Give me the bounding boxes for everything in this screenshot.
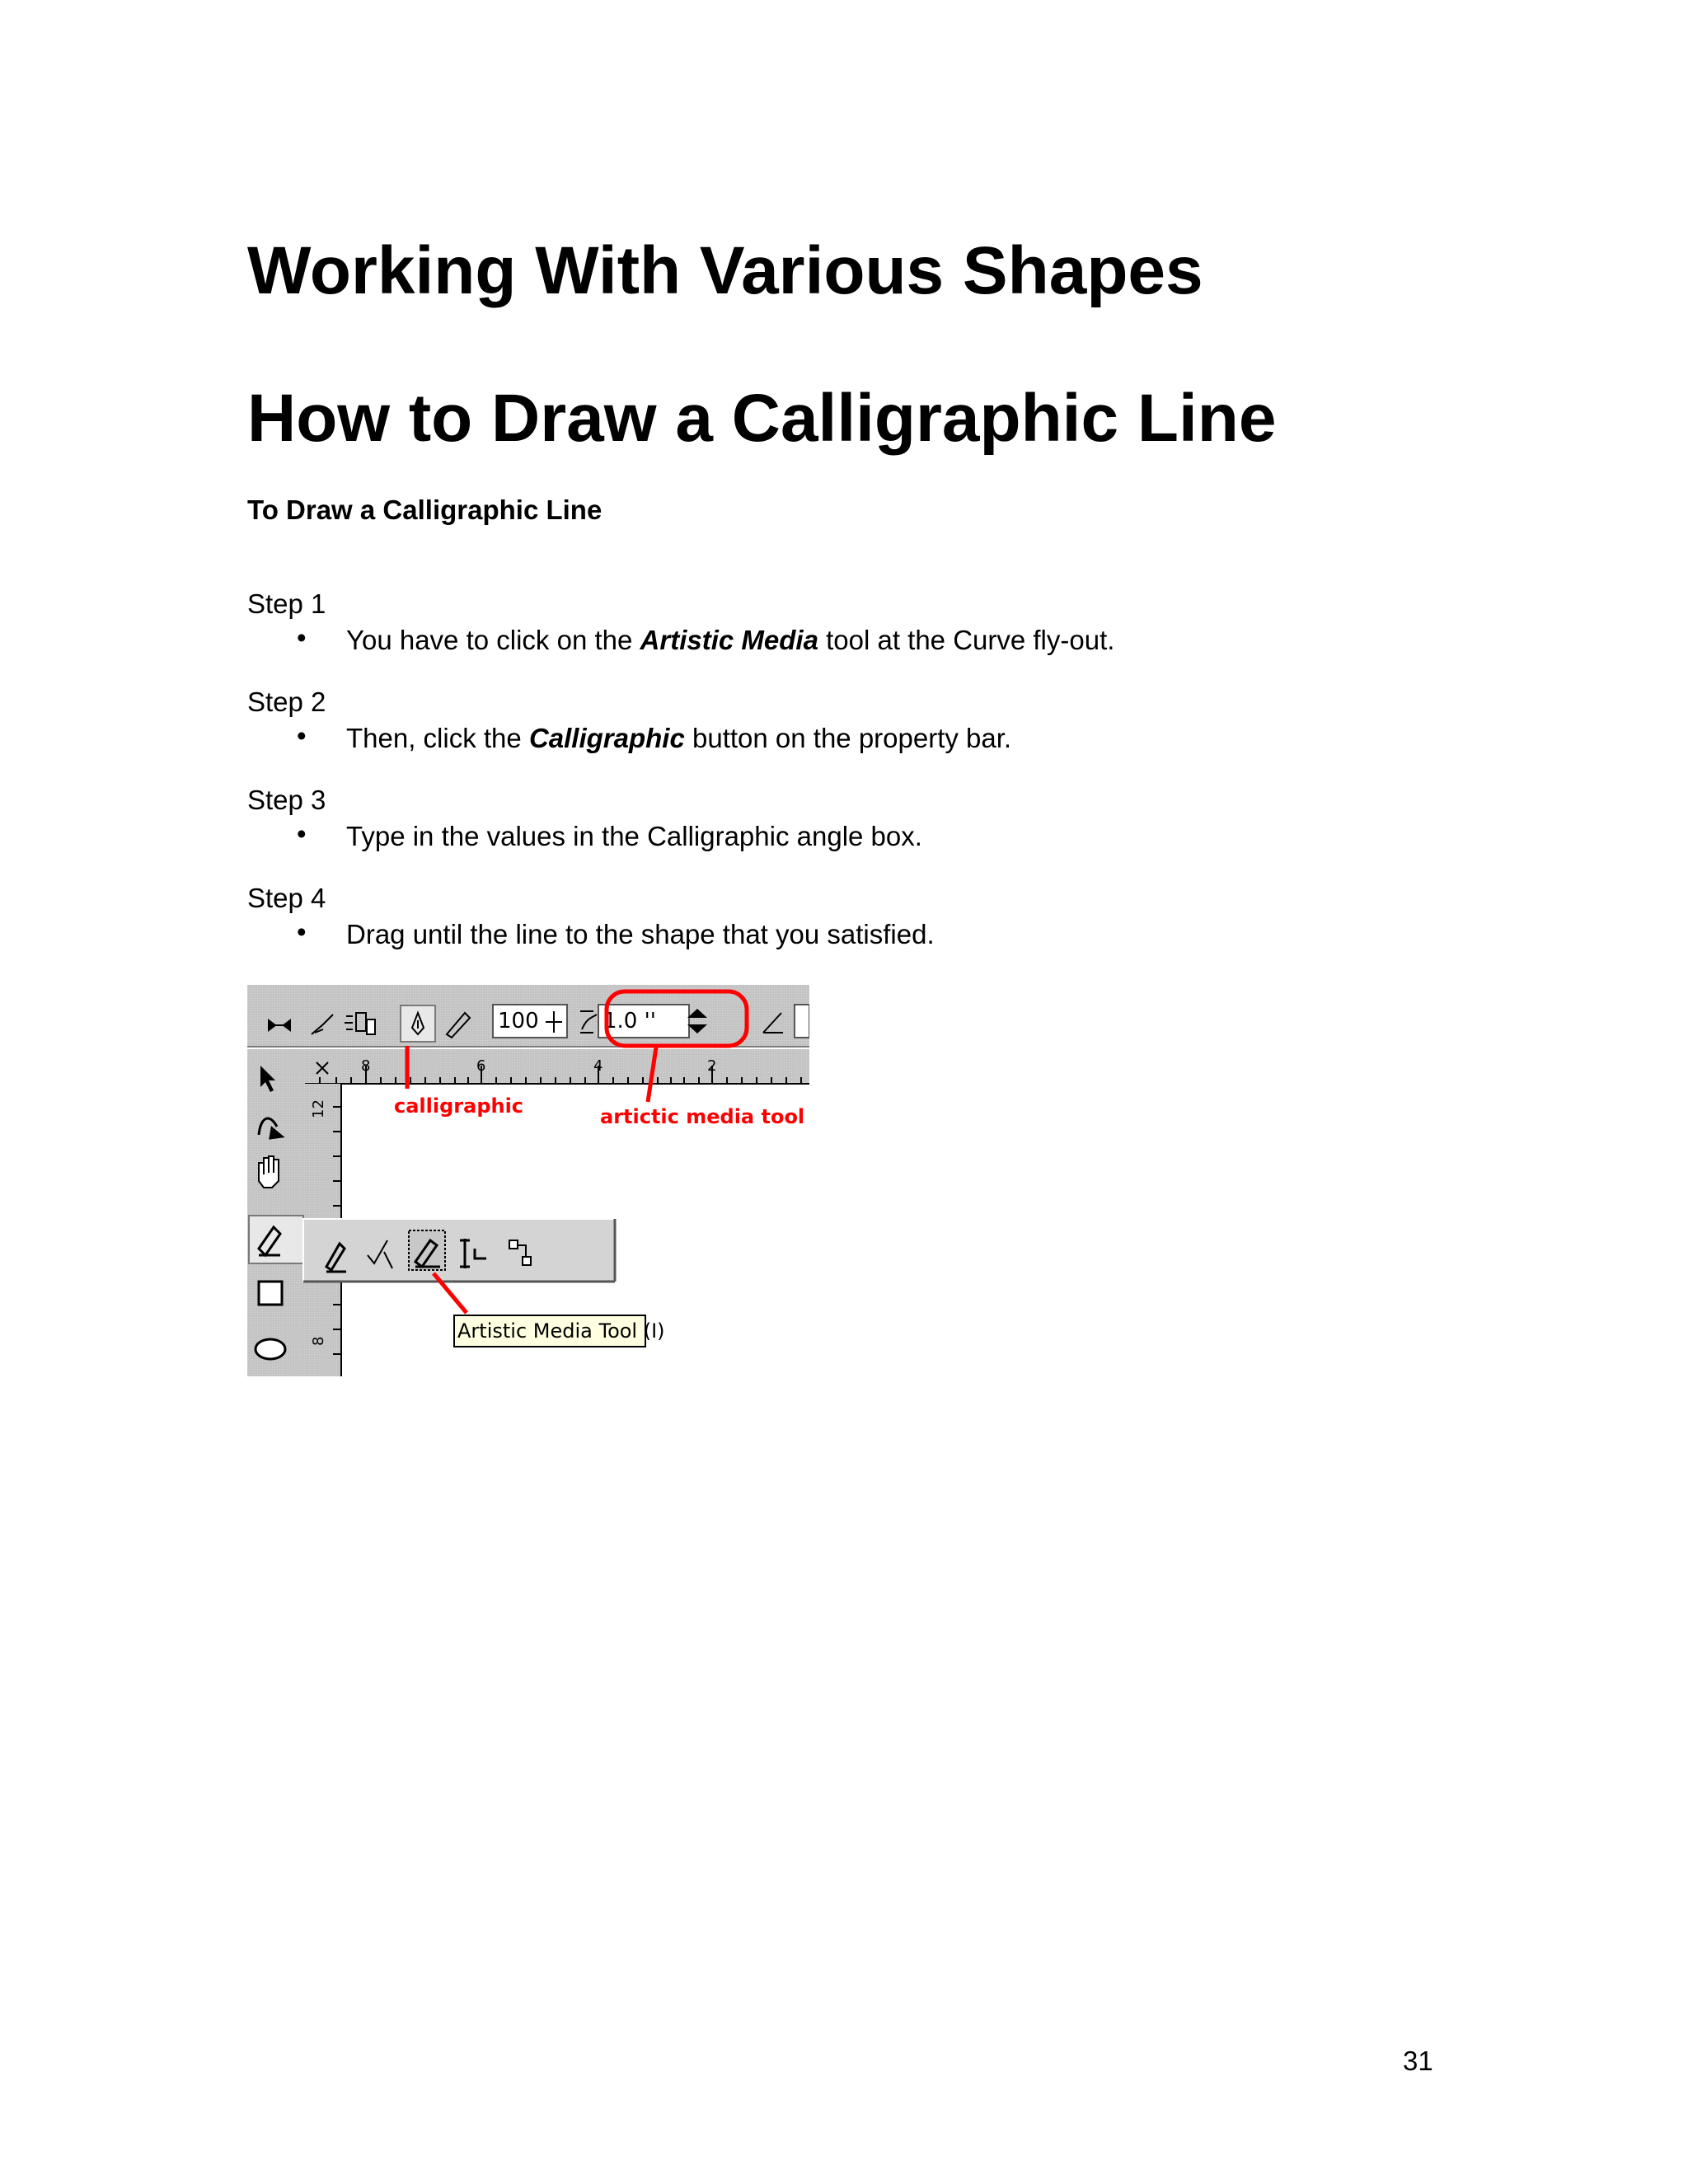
document-title: Working With Various Shapes [247,233,1203,308]
ruler-vertical-label: 12 [310,1099,327,1118]
step-1-label: Step 1 [247,588,326,619]
step-4-text: Drag until the line to the shape that you satisfied. [346,919,935,949]
step-2-label: Step 2 [247,687,326,717]
page-number: 31 [1403,2046,1433,2076]
document-subtitle: How to Draw a Calligraphic Line [247,381,1277,456]
step-1-text: You have to click on the Artistic Media tool at the Curve fly-out. [346,625,1115,655]
ruler-horizontal [247,1049,809,1084]
ruler-tick-label: 6 [476,1057,486,1075]
calligraphic-annotation: calligraphic [394,1094,524,1118]
app-screenshot-figure [247,983,809,1376]
bullet-icon: • [297,720,307,751]
step-4-label: Step 4 [247,883,326,913]
curve-flyout [303,1219,615,1282]
section-heading: To Draw a Calligraphic Line [247,494,603,525]
ruler-tick-label: 2 [707,1057,717,1075]
width-value: 100 [498,1009,539,1033]
ruler-tick-label: 8 [361,1057,371,1075]
media-tool-annotation: artictic media tool [600,1105,805,1128]
ruler-vertical-label: 8 [310,1336,327,1346]
bullet-icon: • [297,622,307,653]
bullet-icon: • [297,818,307,849]
tooltip-text: Artistic Media Tool (I) [457,1319,665,1343]
step-3-text: Type in the values in the Calligraphic angle box. [346,821,922,851]
toolbox [247,1049,305,1376]
step-2-emphasis: Calligraphic [528,723,685,753]
step-1-emphasis: Artistic Media [640,625,818,655]
bullet-icon: • [297,916,307,947]
step-2-text: Then, click the Calligraphic button on the property bar. [346,723,1012,753]
ellipse-tool-icon [256,1339,285,1359]
angle-value: 1.0 '' [603,1009,656,1033]
calligraphic-icon [401,1005,435,1042]
artistic-media-button [409,1230,445,1270]
ruler-tick-label: 4 [593,1057,603,1075]
rectangle-tool-icon [259,1282,282,1305]
step-3-label: Step 3 [247,785,326,815]
